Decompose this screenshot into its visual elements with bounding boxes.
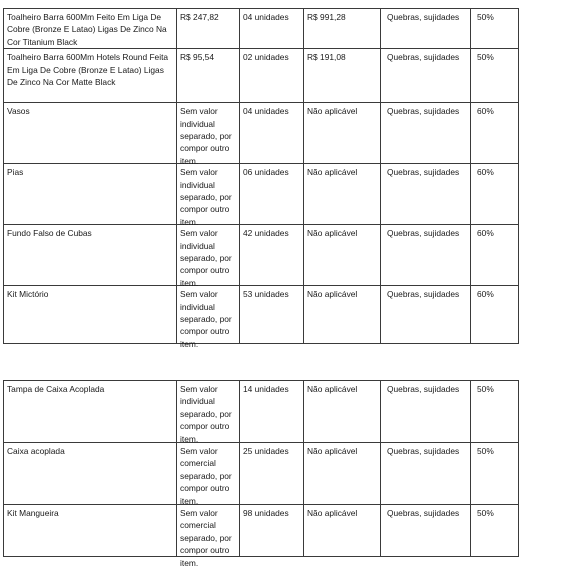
item-cell: Tampa de Caixa Acoplada (4, 381, 177, 443)
percentage-cell: 50% (471, 381, 519, 443)
percentage-cell: 50% (471, 505, 519, 557)
value-cell: Sem valor individual separado, por compor outro item. (177, 164, 240, 225)
value-cell: R$ 95,54 (177, 49, 240, 103)
total-cell: Não aplicável (304, 286, 381, 344)
percentage-cell: 60% (471, 286, 519, 344)
quantity-cell: 25 unidades (240, 443, 304, 505)
table-row (4, 164, 519, 225)
condition-cell: Quebras, sujidades (381, 225, 471, 286)
item-cell: Kit Mictório (4, 286, 177, 344)
condition-cell: Quebras, sujidades (381, 103, 471, 164)
quantity-cell: 04 unidades (240, 103, 304, 164)
item-cell: Toalheiro Barra 600Mm Hotels Round Feita Em Liga De Cobre (Bronze E Latao) Ligas De Zinco Na Cor Matte Black (4, 49, 177, 103)
total-cell: Não aplicável (304, 443, 381, 505)
percentage-cell: 60% (471, 164, 519, 225)
condition-cell: Quebras, sujidades (381, 505, 471, 557)
condition-cell: Quebras, sujidades (381, 443, 471, 505)
condition-cell: Quebras, sujidades (381, 381, 471, 443)
quantity-cell: 06 unidades (240, 164, 304, 225)
table-row (4, 286, 519, 344)
value-cell: Sem valor individual separado, por compor outro item. (177, 103, 240, 164)
quantity-cell: 98 unidades (240, 505, 304, 557)
total-cell: R$ 991,28 (304, 9, 381, 49)
table-row (4, 505, 519, 557)
percentage-cell: 60% (471, 103, 519, 164)
item-cell: Vasos (4, 103, 177, 164)
inventory-table-bottom (3, 380, 519, 568)
table-row (4, 49, 519, 103)
percentage-cell: 50% (471, 443, 519, 505)
quantity-cell: 14 unidades (240, 381, 304, 443)
item-cell: Pias (4, 164, 177, 225)
value-cell: Sem valor individual separado, por compor outro item. (177, 381, 240, 443)
table-row (4, 381, 519, 443)
item-cell: Toalheiro Barra 600Mm Feito Em Liga De Cobre (Bronze E Latao) Ligas De Zinco Na Cor Titanium Black (4, 9, 177, 49)
table-row (4, 225, 519, 286)
condition-cell: Quebras, sujidades (381, 164, 471, 225)
condition-cell: Quebras, sujidades (381, 9, 471, 49)
total-cell: Não aplicável (304, 505, 381, 557)
table-row (4, 443, 519, 505)
value-cell: Sem valor comercial separado, por compor outro item. (177, 443, 240, 505)
value-cell: R$ 247,82 (177, 9, 240, 49)
inventory-table-top (3, 8, 519, 349)
quantity-cell: 53 unidades (240, 286, 304, 344)
item-cell: Caixa acoplada (4, 443, 177, 505)
quantity-cell: 42 unidades (240, 225, 304, 286)
percentage-cell: 60% (471, 225, 519, 286)
value-cell: Sem valor comercial separado, por compor outro item. (177, 505, 240, 557)
total-cell: Não aplicável (304, 381, 381, 443)
table-row (4, 103, 519, 164)
total-cell: R$ 191,08 (304, 49, 381, 103)
table-row (4, 9, 519, 49)
total-cell: Não aplicável (304, 103, 381, 164)
item-cell: Fundo Falso de Cubas (4, 225, 177, 286)
condition-cell: Quebras, sujidades (381, 286, 471, 344)
total-cell: Não aplicável (304, 164, 381, 225)
item-cell: Kit Mangueira (4, 505, 177, 557)
value-cell: Sem valor individual separado, por compor outro item. (177, 286, 240, 344)
percentage-cell: 50% (471, 9, 519, 49)
total-cell: Não aplicável (304, 225, 381, 286)
quantity-cell: 04 unidades (240, 9, 304, 49)
value-cell: Sem valor individual separado, por compor outro item. (177, 225, 240, 286)
condition-cell: Quebras, sujidades (381, 49, 471, 103)
percentage-cell: 50% (471, 49, 519, 103)
quantity-cell: 02 unidades (240, 49, 304, 103)
